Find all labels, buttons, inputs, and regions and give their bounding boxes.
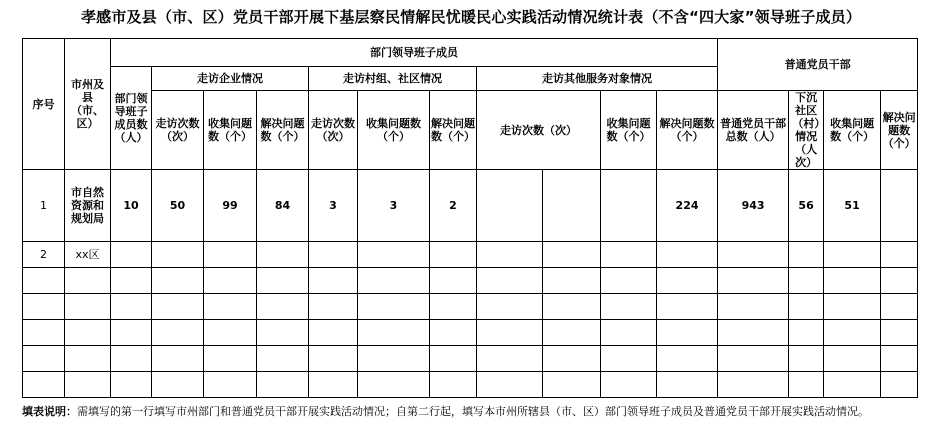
cell-vil-collected xyxy=(358,242,430,268)
cell-oth-collected xyxy=(543,170,601,242)
cell-seq: 1 xyxy=(23,170,65,242)
header-other: 走访其他服务对象情况 xyxy=(477,67,718,91)
cell-ord-resolved: 51 xyxy=(824,170,881,242)
cell-vil-resolved xyxy=(430,242,477,268)
cell-oth-visits xyxy=(477,170,543,242)
empty-row xyxy=(23,294,918,320)
fill-instructions-text: 需填写的第一行填写市州部门和普通党员干部开展实践活动情况；自第二行起，填写本市州所辖县（市、区）部门领导班子成员及普通党员干部开展实践活动情况。 xyxy=(77,405,869,418)
cell-ord-collected: 56 xyxy=(789,170,824,242)
header-ordinary-cadres: 普通党员干部 xyxy=(718,39,918,91)
cell-ent-resolved xyxy=(257,242,309,268)
cell-sent-down: 943 xyxy=(718,170,789,242)
header-enterprise: 走访企业情况 xyxy=(152,67,309,91)
header-vil-resolved: 解决问题数（个） xyxy=(430,91,477,170)
header-ordinary-total: 普通党员干部总数（人） xyxy=(718,91,789,170)
cell-vil-resolved: 2 xyxy=(430,170,477,242)
statistics-table xyxy=(22,38,918,398)
cell-ordinary-total: 224 xyxy=(657,170,718,242)
cell-remark xyxy=(881,242,918,268)
table-title: 孝感市及县（市、区）党员干部开展下基层察民情解民忧暖民心实践活动情况统计表（不含“四大家”领导班子成员） xyxy=(80,8,862,26)
cell-ent-visits: 50 xyxy=(152,170,204,242)
header-ent-visits: 走访次数（次） xyxy=(152,91,204,170)
fill-instructions-label: 填表说明： xyxy=(22,405,77,418)
header-vil-visits: 走访次数（次） xyxy=(309,91,358,170)
header-dept-leaders: 部门领导班子成员 xyxy=(111,39,718,67)
header-ent-resolved: 解决问题数（个） xyxy=(257,91,309,170)
header-village: 走访村组、社区情况 xyxy=(309,67,477,91)
cell-oth-collected xyxy=(543,242,601,268)
header-oth-collected: 收集问题数（个） xyxy=(601,91,657,170)
cell-region: xx区 xyxy=(65,242,111,268)
cell-sent-down xyxy=(718,242,789,268)
header-ord-resolved: 解决问题数（个） xyxy=(881,91,918,170)
cell-oth-resolved xyxy=(601,242,657,268)
cell-ord-resolved xyxy=(824,242,881,268)
cell-ent-resolved: 84 xyxy=(257,170,309,242)
cell-oth-visits xyxy=(477,242,543,268)
cell-vil-visits: 3 xyxy=(309,170,358,242)
header-ent-collected: 收集问题数（个） xyxy=(204,91,257,170)
table-row xyxy=(23,242,918,268)
cell-ordinary-total xyxy=(657,242,718,268)
header-vil-collected: 收集问题数（个） xyxy=(358,91,430,170)
cell-leader-count: 10 xyxy=(111,170,152,242)
cell-ord-collected xyxy=(789,242,824,268)
empty-row xyxy=(23,268,918,294)
cell-region: 市自然资源和规划局 xyxy=(65,170,111,242)
empty-row xyxy=(23,372,918,398)
cell-ent-collected xyxy=(204,242,257,268)
header-region: 市州及县（市、区） xyxy=(65,39,111,170)
table-row xyxy=(23,170,918,242)
header-oth-resolved: 解决问题数（个） xyxy=(657,91,718,170)
cell-leader-count xyxy=(111,242,152,268)
header-sent-down: 下沉社区（村）情况（人次） xyxy=(789,91,824,170)
empty-row xyxy=(23,346,918,372)
cell-vil-collected: 3 xyxy=(358,170,430,242)
cell-remark xyxy=(881,170,918,242)
cell-ent-collected: 99 xyxy=(204,170,257,242)
header-seq: 序号 xyxy=(23,39,65,170)
empty-row xyxy=(23,320,918,346)
cell-oth-resolved xyxy=(601,170,657,242)
cell-vil-visits xyxy=(309,242,358,268)
fill-instructions xyxy=(22,404,922,419)
cell-seq: 2 xyxy=(23,242,65,268)
header-oth-visits: 走访次数（次） xyxy=(477,91,601,170)
header-ord-collected: 收集问题数（个） xyxy=(824,91,881,170)
cell-ent-visits xyxy=(152,242,204,268)
header-leader-count: 部门领导班子成员数（人） xyxy=(111,67,152,170)
